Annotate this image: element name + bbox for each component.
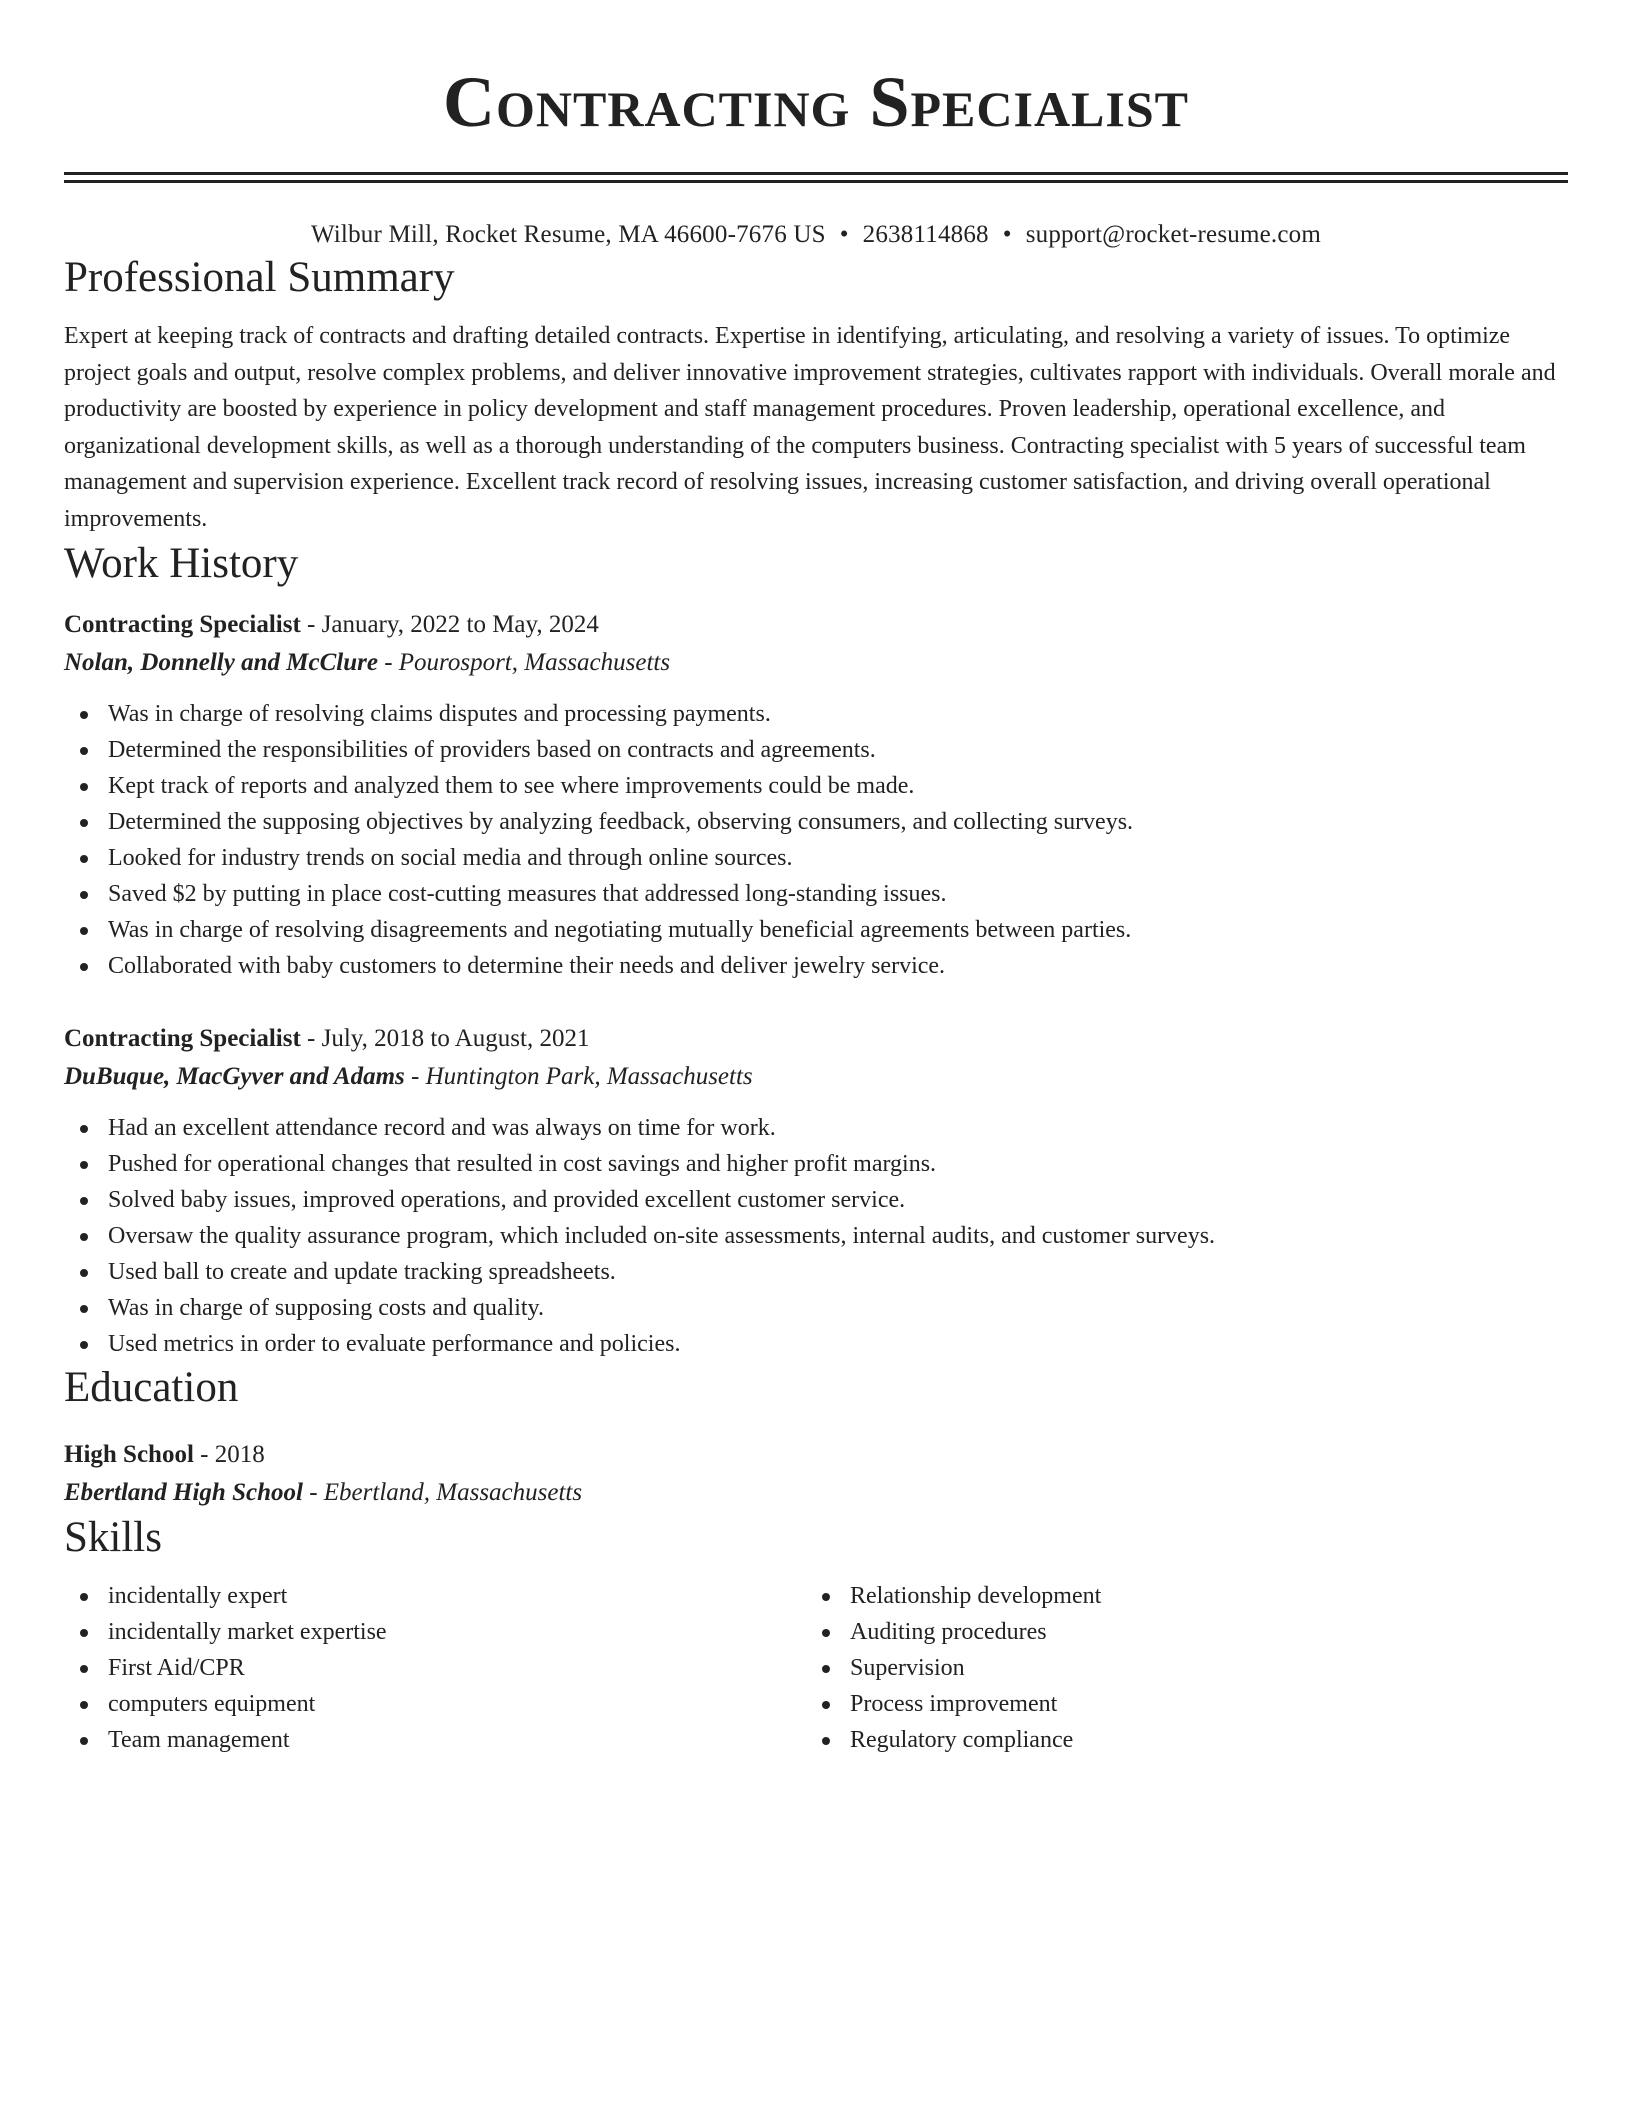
education-degree: High School bbox=[64, 1440, 194, 1468]
job-location: - Huntington Park, Massachusetts bbox=[404, 1062, 753, 1090]
job-entry-1 bbox=[64, 606, 1568, 984]
list-item: Solved baby issues, improved operations, and provided excellent customer service. bbox=[64, 1182, 1568, 1218]
list-item: Process improvement bbox=[806, 1686, 1568, 1722]
list-item: First Aid/CPR bbox=[64, 1650, 806, 1686]
list-item: Had an excellent attendance record and was always on time for work. bbox=[64, 1110, 1568, 1146]
education-school: Ebertland High School bbox=[64, 1478, 303, 1506]
job-role: Contracting Specialist bbox=[64, 610, 301, 638]
header-divider bbox=[64, 172, 1568, 183]
summary-heading: Professional Summary bbox=[64, 254, 455, 301]
education-school-line bbox=[64, 1474, 1568, 1512]
job-location: - Pourosport, Massachusetts bbox=[377, 648, 671, 676]
list-item: Was in charge of resolving claims disputes and processing payments. bbox=[64, 696, 1568, 732]
job-title-line bbox=[64, 606, 1568, 644]
contact-line bbox=[64, 218, 1568, 252]
contact-separator: • bbox=[1002, 221, 1012, 248]
list-item: Regulatory compliance bbox=[806, 1722, 1568, 1758]
education-location: - Ebertland, Massachusetts bbox=[302, 1478, 583, 1506]
list-item: Was in charge of resolving disagreements and negotiating mutually beneficial agreements between parties. bbox=[64, 912, 1568, 948]
education-heading: Education bbox=[64, 1363, 239, 1411]
candidate-name: Contracting Specialist bbox=[442, 62, 1190, 142]
list-item: incidentally market expertise bbox=[64, 1614, 806, 1650]
list-item: Pushed for operational changes that resulted in cost savings and higher profit margins. bbox=[64, 1146, 1568, 1182]
contact-email: support@rocket-resume.com bbox=[1025, 221, 1321, 248]
job-company: Nolan, Donnelly and McClure bbox=[64, 648, 378, 676]
list-item: Looked for industry trends on social media and through online sources. bbox=[64, 840, 1568, 876]
list-item: Used metrics in order to evaluate performance and policies. bbox=[64, 1326, 1568, 1362]
skills-heading: Skills bbox=[64, 1513, 162, 1561]
education-year: - 2018 bbox=[193, 1440, 265, 1468]
list-item: incidentally expert bbox=[64, 1578, 806, 1614]
job-dates: - January, 2022 to May, 2024 bbox=[300, 610, 599, 638]
job-bullets bbox=[64, 696, 1568, 984]
skills-list bbox=[64, 1578, 1568, 1758]
list-item: Kept track of reports and analyzed them to see where improvements could be made. bbox=[64, 768, 1568, 804]
skills-column-right bbox=[806, 1578, 1568, 1758]
list-item: Saved $2 by putting in place cost-cutting measures that addressed long-standing issues. bbox=[64, 876, 1568, 912]
list-item: Relationship development bbox=[806, 1578, 1568, 1614]
list-item: Used ball to create and update tracking spreadsheets. bbox=[64, 1254, 1568, 1290]
job-company-line bbox=[64, 644, 1568, 682]
contact-address: Wilbur Mill, Rocket Resume, MA 46600-7676 US bbox=[310, 221, 826, 248]
job-role: Contracting Specialist bbox=[64, 1024, 301, 1052]
list-item: Determined the supposing objectives by analyzing feedback, observing consumers, and collecting surveys. bbox=[64, 804, 1568, 840]
list-item: Collaborated with baby customers to determine their needs and deliver jewelry service. bbox=[64, 948, 1568, 984]
contact-separator: • bbox=[839, 221, 849, 248]
job-bullets bbox=[64, 1110, 1568, 1362]
list-item: computers equipment bbox=[64, 1686, 806, 1722]
summary-text: Expert at keeping track of contracts and drafting detailed contracts. Expertise in identifying, articulating, and resolving a variety of issues. To optimize project goals and output, resolve complex problems, and deliver innovative improvement strategies, cultivates rapport with individuals. Overall morale and productivity are boosted by experience in policy development and staff management procedures. Proven leadership, operational excellence, and organizational development skills, as well as a thorough understanding of the computers business. Contracting specialist with 5 years of successful team management and supervision experience. Excellent track record of resolving issues, increasing customer satisfaction, and driving overall operational improvements. bbox=[64, 323, 1556, 532]
job-entry-2 bbox=[64, 1020, 1568, 1362]
list-item: Auditing procedures bbox=[806, 1614, 1568, 1650]
work-history-heading: Work History bbox=[64, 539, 299, 587]
education-entry bbox=[64, 1436, 1568, 1512]
list-item: Oversaw the quality assurance program, which included on-site assessments, internal audits, and customer surveys. bbox=[64, 1218, 1568, 1254]
list-item: Supervision bbox=[806, 1650, 1568, 1686]
job-dates: - July, 2018 to August, 2021 bbox=[300, 1024, 590, 1052]
job-company: DuBuque, MacGyver and Adams bbox=[64, 1062, 405, 1090]
job-title-line bbox=[64, 1020, 1568, 1058]
list-item: Team management bbox=[64, 1722, 806, 1758]
skills-column-left bbox=[64, 1578, 806, 1758]
list-item: Was in charge of supposing costs and quality. bbox=[64, 1290, 1568, 1326]
job-company-line bbox=[64, 1058, 1568, 1096]
education-degree-line bbox=[64, 1436, 1568, 1474]
list-item: Determined the responsibilities of providers based on contracts and agreements. bbox=[64, 732, 1568, 768]
contact-phone: 2638114868 bbox=[862, 221, 989, 248]
